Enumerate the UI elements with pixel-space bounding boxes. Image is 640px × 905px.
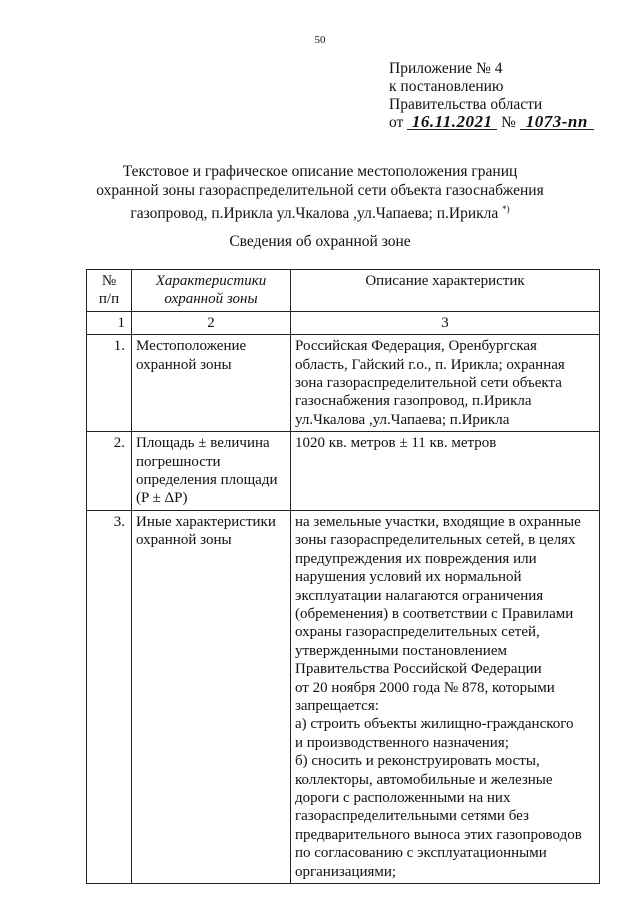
column-number: 3 (291, 311, 600, 334)
footnote-mark: *) (502, 204, 510, 214)
handwritten-date: 16.11.2021 (407, 115, 497, 130)
appendix-title: Приложение № 4 (389, 60, 503, 77)
row-description: Российская Федерация, Оренбургская область, Гайский г.о., п. Ирикла; охранная зона газораспределительной сети объекта газоснабжения газопровод, п.Ирикла ул.Чкалова ,ул.Чапаева; п.Ирикла (291, 335, 600, 432)
appendix-block (389, 60, 594, 132)
title-line-2: охранной зоны газораспределительной сети объекта газоснабжения (96, 182, 544, 199)
appendix-resolution: к постановлению (389, 78, 504, 95)
table-body (87, 335, 600, 884)
row-description: на земельные участки, входящие в охранные зоны газораспределительных сетей, в целях предупреждения их повреждения или нарушения условий их нормальной эксплуатации налагаются ограничения (обременения) в соответствии с Правилами охраны газораспределительных сетей, утвержденными постановлением Правительства Российской Федерации от 20 ноября 2000 года № 878, которыми запрещается: а) строить объекты жилищно-гражданского и производственного назначения; б) сносить и реконструировать мосты, коллекторы, автомобильные и железные дороги с расположенными на них газораспределительными сетями без предварительного выноса этих газопроводов по согласованию с эксплуатационными организациями; (291, 510, 600, 883)
column-number: 1 (87, 311, 132, 334)
row-number: 2. (87, 432, 132, 511)
title-line-3: газопровод, п.Ирикла ул.Чкалова ,ул.Чапаева; п.Ирикла *) (130, 204, 510, 223)
row-number: 1. (87, 335, 132, 432)
row-characteristic: Местоположение охранной зоны (132, 335, 291, 432)
column-number: 2 (132, 311, 291, 334)
header-description: Описание характеристик (291, 270, 600, 312)
table-row (87, 335, 600, 432)
zone-info-table (86, 269, 600, 884)
row-number: 3. (87, 510, 132, 883)
table-row (87, 432, 600, 511)
header-number: № п/п (87, 270, 132, 312)
table-header-row (87, 270, 600, 312)
appendix-date-line (389, 114, 594, 132)
number-label: № (501, 114, 516, 131)
appendix-government: Правительства области (389, 96, 543, 113)
document-title (60, 162, 580, 223)
handwritten-number: 1073-пп (520, 115, 594, 130)
row-description: 1020 кв. метров ± 11 кв. метров (291, 432, 600, 511)
from-label: от (389, 114, 404, 131)
row-characteristic: Площадь ± величина погрешности определения площади (P ± ΔP) (132, 432, 291, 511)
row-characteristic: Иные характеристики охранной зоны (132, 510, 291, 883)
page-number: 50 (314, 34, 326, 46)
section-subtitle: Сведения об охранной зоне (229, 233, 411, 250)
title-line-1: Текстовое и графическое описание местоположения границ (122, 163, 518, 180)
header-characteristics: Характеристики охранной зоны (132, 270, 291, 312)
column-number-row (87, 311, 600, 334)
table-row (87, 510, 600, 883)
